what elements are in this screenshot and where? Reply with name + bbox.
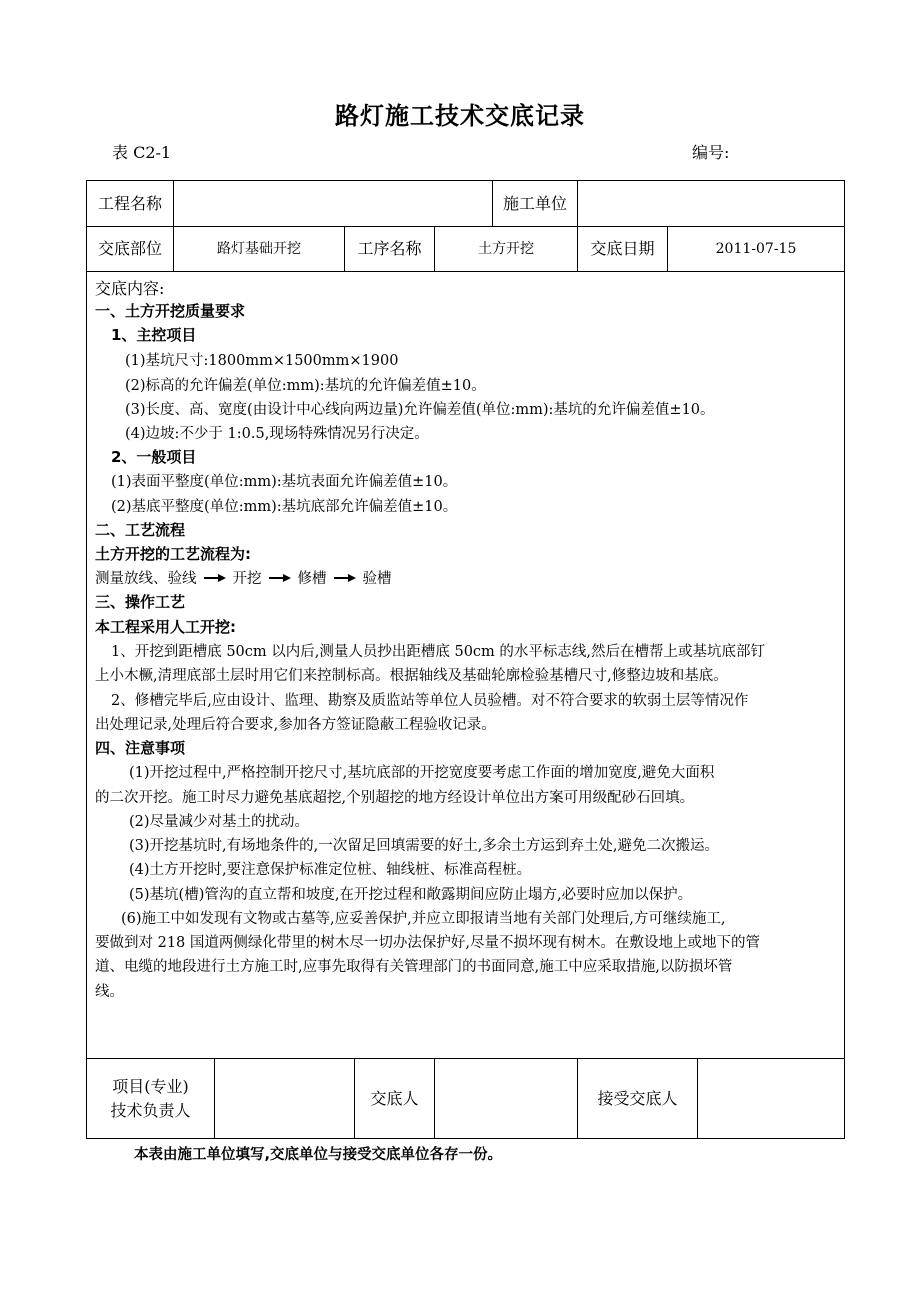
form-number: 表 C2-1 (112, 143, 172, 162)
section-2-intro: 土方开挖的工艺流程为: (95, 545, 251, 563)
process-label: 工序名称 (357, 238, 422, 258)
date-label: 交底日期 (590, 238, 655, 258)
section-4-title: 四、注意事项 (95, 739, 186, 757)
arrow-right-icon (203, 573, 227, 583)
part-value: 路灯基础开挖 (217, 240, 301, 257)
requirement-line: (3)长度、高、宽度(由设计中心线向两边量)允许偏差值(单位:mm):基坑的允许偏差值±10。 (125, 402, 715, 418)
document-title: 路灯施工技术交底记录 (335, 102, 585, 130)
section-1-title: 一、土方开挖质量要求 (95, 302, 246, 320)
flow-step: 开挖 (232, 571, 262, 587)
tech-lead-label-line-1: 项目(专业) (112, 1076, 189, 1096)
flow-step: 验槽 (362, 571, 392, 587)
tech-lead-signature-field[interactable] (215, 1059, 354, 1138)
section-2-title: 二、工艺流程 (95, 521, 186, 539)
arrow-right-icon (268, 573, 292, 583)
date-value: 2011-07-15 (715, 240, 797, 257)
requirement-line: (1)表面平整度(单位:mm):基坑表面允许偏差值±10。 (111, 474, 458, 490)
serial-number-label: 编号: (692, 143, 730, 162)
paragraph-line: (5)基坑(槽)管沟的直立帮和坡度,在开挖过程和敞露期间应防止塌方,必要时应加以保护。 (129, 887, 693, 903)
project-name-label: 工程名称 (97, 193, 162, 213)
tech-lead-label-line-2: 技术负责人 (110, 1100, 191, 1120)
disclosure-table (86, 180, 845, 1139)
paragraph-line: (2)尽量减少对基土的扰动。 (129, 814, 310, 830)
paragraph-line: (1)开挖过程中,严格控制开挖尺寸,基坑底部的开挖宽度要考虑工作面的增加宽度,避免大面积 (129, 765, 715, 781)
paragraph-line: 出处理记录,处理后符合要求,参加各方签证隐蔽工程验收记录。 (95, 717, 496, 733)
flow-step: 修槽 (297, 571, 327, 587)
section-3-title: 三、操作工艺 (95, 593, 186, 611)
paragraph-line: 2、修槽完毕后,应由设计、监理、勘察及质监站等单位人员验槽。对不符合要求的软弱土层等情况作 (111, 693, 749, 709)
section-1-sub-1: 1、主控项目 (111, 326, 197, 344)
section-3-intro: 本工程采用人工开挖: (95, 618, 236, 636)
paragraph-line: 上小木橛,清理底部土层时用它们来控制标高。根据轴线及基础轮廓检验基槽尺寸,修整边坡和基底。 (95, 668, 728, 684)
tech-lead-label (87, 1059, 214, 1138)
discloser-label: 交底人 (370, 1088, 419, 1108)
paragraph-line: 线。 (95, 984, 124, 1000)
requirement-line: (2)标高的允许偏差(单位:mm):基坑的允许偏差值±10。 (125, 378, 486, 394)
paragraph-line: 的二次开挖。施工时尽力避免基底超挖,个别超挖的地方经设计单位出方案可用级配砂石回填。 (95, 790, 695, 806)
paragraph-line: (4)土方开挖时,要注意保护标准定位桩、轴线桩、标准高程桩。 (129, 862, 532, 878)
paragraph-line: 要做到对 218 国道两侧绿化带里的树木尽一切办法保护好,尽量不损坏现有树木。在敷设地上或地下的管 (95, 935, 760, 951)
paragraph-line: 道、电缆的地段进行土方施工时,应事先取得有关管理部门的书面同意,施工中应采取措施,以防损坏管 (95, 959, 733, 975)
requirement-line: (4)边坡:不少于 1:0.5,现场特殊情况另行决定。 (125, 426, 429, 442)
construction-unit-label: 施工单位 (502, 193, 567, 213)
part-label: 交底部位 (97, 238, 162, 258)
construction-unit-field[interactable] (578, 181, 844, 226)
paragraph-line: 1、开挖到距槽底 50cm 以内后,测量人员抄出距槽底 50cm 的水平标志线,然后在槽帮上或基坑底部钉 (111, 644, 766, 660)
arrow-right-icon (333, 573, 357, 583)
paragraph-line: (6)施工中如发现有文物或古墓等,应妥善保护,并应立即报请当地有关部门处理后,方可继续施工, (121, 911, 726, 927)
content-heading: 交底内容: (95, 279, 165, 298)
receiver-signature-field[interactable] (698, 1059, 844, 1138)
row-divider (87, 271, 844, 272)
discloser-signature-field[interactable] (435, 1059, 577, 1138)
process-value: 土方开挖 (478, 240, 534, 257)
footnote: 本表由施工单位填写,交底单位与接受交底单位各存一份。 (134, 1147, 503, 1163)
process-flow (95, 567, 392, 588)
receiver-label: 接受交底人 (597, 1088, 678, 1108)
requirement-line: (1)基坑尺寸:1800mm×1500mm×1900 (125, 353, 399, 369)
requirement-line: (2)基底平整度(单位:mm):基坑底部允许偏差值±10。 (111, 499, 458, 515)
project-name-field[interactable] (174, 181, 492, 226)
paragraph-line: (3)开挖基坑时,有场地条件的,一次留足回填需要的好土,多余土方运到弃土处,避免二次搬运。 (129, 838, 719, 854)
section-1-sub-2: 2、一般项目 (111, 448, 197, 466)
flow-step: 测量放线、验线 (95, 571, 197, 587)
